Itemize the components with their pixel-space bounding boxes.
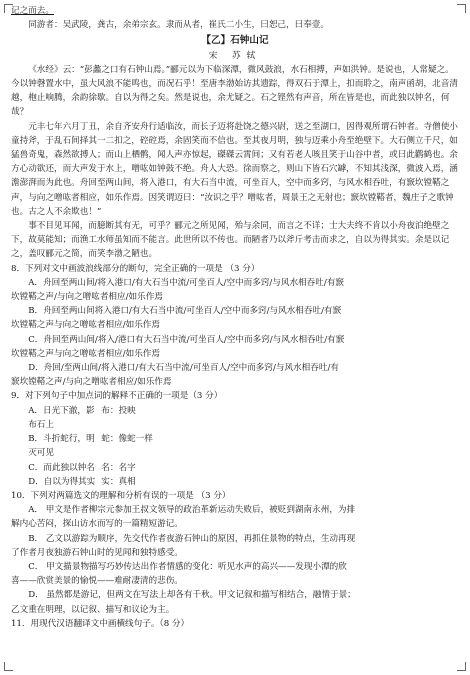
question-9-option-b — [11, 432, 459, 460]
passage-title: 【乙】石钟山记 — [201, 35, 269, 47]
question-11-stem: 11．用现代汉语翻译文中画横线句子。（8 分） — [11, 618, 190, 629]
option-explanation: 实：真相 — [101, 476, 136, 487]
question-8-stem: 8．下列对文中画波浪线部分的断句，完全正确的一项是 （3 分） — [11, 263, 260, 274]
question-9-option-a — [11, 404, 459, 432]
question-9-option-c — [11, 461, 459, 475]
passage-author: 宋 苏轼 — [208, 50, 262, 61]
question-10-stem: 10．下列对两篇选文的理解和分析有误的一项是 （3 分） — [11, 490, 231, 501]
question-8-option-a: A．舟回至两山间/将入港口/有大石当中流/可坐百人/空中而多窍/与风水相吞吐/有窾 — [28, 277, 344, 288]
passage-a-companions: 同游者：吴武陵，龚古，余弟宗玄。隶而从者，崔氏二小生，曰恕己，曰奉壹。 — [28, 20, 329, 31]
option-explanation: 布：投映 — [101, 405, 136, 416]
question-8-option-b-cont: 坎镗鞳之声与向之噌吰者相应/如乐作焉 — [11, 320, 160, 331]
option-sentence: A．日光下澈，影布石上 — [28, 405, 95, 430]
passage-paragraph-1: 《水经》云：“彭蠡之口有石钟山焉。”郦元以为下临深潭，微风鼓浪，水石相搏，声如洪钟。是说也，人常疑之。今以钟磬置水中，虽大风浪不能鸣也，而况石乎！至唐李渤始访其遗踪，得双石于潭上，扣而聆之，南声函胡，北音清越，枹止响腾，余韵徐歇。自以为得之矣。然是说也，余尤疑之。石之铿然有声音，所在皆是也，而此独以钟名，何哉？ — [11, 64, 458, 118]
page-corner-mark — [4, 662, 13, 671]
question-8-option-d-cont: 窾坎镗鞳之声/与向之噌吰者相应/如乐作焉 — [11, 377, 172, 388]
question-10-option-d-cont: 乙文重在明理，以记叙、描写和议论为主。 — [11, 604, 175, 615]
option-sentence: D．自以为得其实 — [28, 476, 96, 487]
question-9-stem: 9．对下列句子中加点词的解释不正确的一项是（3 分） — [11, 391, 223, 402]
question-10-option-c-cont: 喜——欣赏美景的愉悦——难耐凄清的悲伤。 — [11, 576, 183, 587]
question-10-option-a: A． 甲文是作者柳宗元参加王叔文领导的政治革新运动失败后，被贬到湖南永州，为排 — [28, 505, 356, 516]
passage-a-ending: 记之而去。 — [11, 6, 54, 16]
question-8-option-d: D．舟回/至两山间/将入港口/有大石当中流/可坐百人/空中而多窍/与风水相吞吐/有 — [28, 363, 339, 374]
question-8-option-c-cont: 坎镗鞳之声与向之噌吰者相应/如乐作焉 — [11, 348, 160, 359]
question-10-option-d: D． 虽然都是游记，但两文在写法上却各有千秋。甲文记叙和描写相结合，融情于景； — [28, 590, 356, 601]
question-10-option-c: C． 甲文描景物描写巧妙传达出作者情感的变化：听见水声的高兴——发现小潭的欣 — [28, 561, 347, 572]
question-9-option-d — [11, 475, 459, 489]
question-10-option-b-cont: 了作者月夜独游石钟山时的见闻和独特感受。 — [11, 547, 183, 558]
passage-paragraph-3: 事不目见耳闻，而臆断其有无，可乎？郦元之所见闻，殆与余同，而言之不详；士大夫终不肯以小舟夜泊绝壁之下，故莫能知；而渔工水师虽知而不能言。此世所以不传也。而陋者乃以斧斤考击而求之，自以为得其实。余是以记之，盖叹郦元之简，而笑李渤之陋也。 — [11, 221, 450, 260]
option-sentence: B．斗折蛇行，明灭可见 — [28, 434, 95, 459]
question-8-option-a-cont: 坎镗鞳之声/与向之噌吰者相应/如乐作焉 — [11, 292, 163, 303]
passage-paragraph-2: 元丰七年六月丁丑，余自齐安舟行适临汝，而长子迈将赴饶之德兴尉，送之至湖口，因得观所谓石钟者。寺僧使小童持斧，于乱石间择其一二扣之，硿硿焉，余固笑而不信也。至其夜月明，独与迈乘小舟至绝壁下。大石侧立千尺，如猛兽奇鬼，森然欲搏人；而山上栖鹘，闻人声亦惊起，磔磔云霄间；又有若老人咳且笑于山谷中者，或曰此鹳鹤也。余方心动欲还，而大声发于水上，噌吰如钟鼓不绝。舟人大恐。徐而察之，则山下皆石穴罅，不知其浅深，微波入焉，涵澹澎湃而为此也。舟回至两山间，将入港口，有大石当中流，可坐百人，空中而多窍，与风水相吞吐，有窾坎镗鞳之声，与向之噌吰者相应，如乐作焉。因笑谓迈曰：“汝识之乎？噌吰者，周景王之无射也；窾坎镗鞳者，魏庄子之歌钟也。古之人不余欺也！” — [11, 121, 458, 217]
page-corner-mark — [457, 662, 466, 671]
exam-page — [11, 4, 459, 631]
option-sentence: C．而此独以钟名 — [28, 462, 95, 473]
option-explanation: 名：名字 — [101, 462, 136, 473]
question-10-option-a-cont: 解内心苦闷，探山访水而写的一篇精短游记。 — [11, 519, 183, 530]
option-explanation: 蛇：像蛇一样 — [101, 434, 153, 445]
question-8-option-b: B．舟回至两山间将入港口/有大石当中流/可坐百人/空中而多窍/与风水相吞吐/有窾 — [28, 306, 342, 317]
question-8-option-c: C．舟回至两山间/将入/港口有大石当中流/可坐百人/空中而多窍/与风水相吞吐/有窾 — [28, 334, 345, 345]
question-10-option-b: B． 乙文以游踪为顺序，先交代作者夜游石钟山的原因，再抓住景物的特点，生动再现 — [28, 533, 356, 544]
